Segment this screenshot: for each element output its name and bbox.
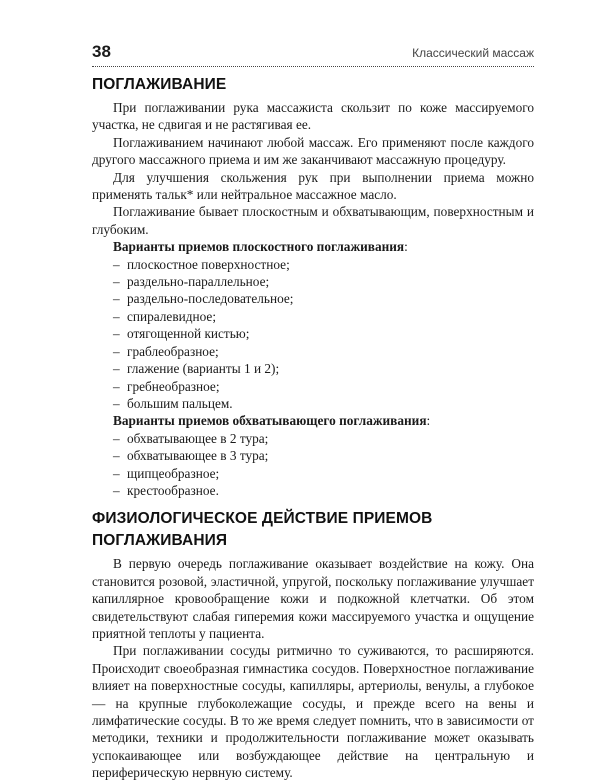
list-heading-text: Варианты приемов плоскостного поглаживания — [113, 239, 405, 255]
list-item-text: обхватывающее в 2 тура; — [127, 430, 269, 446]
list-item-text: гребнеобразное; — [127, 378, 220, 394]
list-item-text: глажение (варианты 1 и 2); — [127, 361, 280, 377]
dash-bullet: – — [113, 430, 120, 446]
list-item — [92, 482, 534, 499]
list-item-text: плоскостное поверхностное; — [127, 256, 290, 272]
list-item — [92, 343, 534, 360]
dash-bullet: – — [113, 291, 120, 307]
dash-bullet: – — [113, 343, 120, 359]
list-item-text: отягощенной кистью; — [127, 326, 250, 342]
list-heading-text: Варианты приемов обхватывающего поглаживания — [113, 413, 427, 429]
list-item — [92, 325, 534, 342]
list-heading-colon: : — [404, 239, 408, 255]
dash-bullet: – — [113, 256, 120, 272]
planar-stroking-list — [92, 256, 534, 413]
list-item — [92, 360, 534, 377]
list-heading-colon: : — [426, 413, 431, 429]
list-item-text: спиралевидное; — [127, 308, 217, 324]
list-item-text: граблеобразное; — [127, 343, 219, 359]
paragraph: Поглаживание бывает плоскостным и обхватывающим, поверхностным и глубоким. — [92, 204, 534, 237]
paragraph: Поглаживанием начинают любой массаж. Его применяют после каждого другого массажного приема и им же заканчивают массажную процедуру. — [92, 134, 534, 168]
list-item-text: раздельно-последовательное; — [127, 291, 294, 307]
enveloping-stroking-list — [92, 430, 534, 500]
list-item-text: раздельно-параллельное; — [127, 274, 270, 290]
section-title-stroking: ПОГЛАЖИВАНИЕ — [92, 76, 227, 93]
list-item — [92, 395, 534, 412]
dash-bullet: – — [113, 326, 120, 342]
list-item — [92, 290, 534, 307]
list-item — [92, 378, 534, 395]
page-header — [92, 42, 534, 67]
dash-bullet: – — [113, 274, 120, 290]
list-item-text: большим пальцем. — [127, 395, 233, 411]
dash-bullet: – — [113, 448, 120, 464]
list-item-text: крестообразное. — [127, 482, 219, 498]
list-heading-enveloping — [92, 412, 534, 429]
paragraph: При поглаживании рука массажиста скользит по коже массируемого участка, не сдвигая и не растягивая ее. — [92, 100, 534, 133]
dash-bullet: – — [113, 308, 120, 324]
page-content — [92, 72, 534, 782]
list-item — [92, 308, 534, 325]
dash-bullet: – — [113, 361, 120, 377]
list-item — [92, 256, 534, 273]
paragraph: В первую очередь поглаживание оказывает воздействие на кожу. Она становится розовой, эластичной, упругой, поскольку поглаживание улучшает капиллярное кровообращение кожи и подкожной клетчатки. Об этом свидетельствуют слабая гиперемия кожи массируемого участка и ощущение приятной теплоты у пациента. — [92, 556, 534, 641]
dash-bullet: – — [113, 465, 120, 481]
section-title-physiology: ФИЗИОЛОГИЧЕСКОЕ ДЕЙСТВИЕ ПРИЕМОВ ПОГЛАЖИВАНИЯ — [92, 510, 433, 550]
list-item-text: обхватывающее в 3 тура; — [127, 448, 269, 464]
list-item — [92, 465, 534, 482]
list-item — [92, 447, 534, 464]
page-number: 38 — [92, 42, 111, 61]
list-heading-planar — [92, 238, 534, 255]
dash-bullet: – — [113, 395, 120, 411]
dash-bullet: – — [113, 482, 120, 498]
paragraph: При поглаживании сосуды ритмично то суживаются, то расширяются. Происходит своеобразная гимнастика сосудов. Поверхностное поглаживание влияет на поверхностные сосуды, капилляры, артериолы, венулы, а глубокое — на крупные глубоколежащие сосуды, и прежде всего на вены и лимфатические сосуды. В то же время следует помнить, что в зависимости от методики, техники и продолжительности поглаживание может оказывать успокаивающее или возбуждающее действие на центральную и периферическую нервную систему. — [92, 643, 534, 781]
running-title: Классический массаж — [412, 46, 534, 60]
list-item-text: щипцеобразное; — [127, 465, 220, 481]
list-item — [92, 430, 534, 447]
paragraph: Для улучшения скольжения рук при выполнении приема можно применять тальк* или нейтральное массажное масло. — [92, 169, 534, 203]
dash-bullet: – — [113, 378, 120, 394]
list-item — [92, 273, 534, 290]
